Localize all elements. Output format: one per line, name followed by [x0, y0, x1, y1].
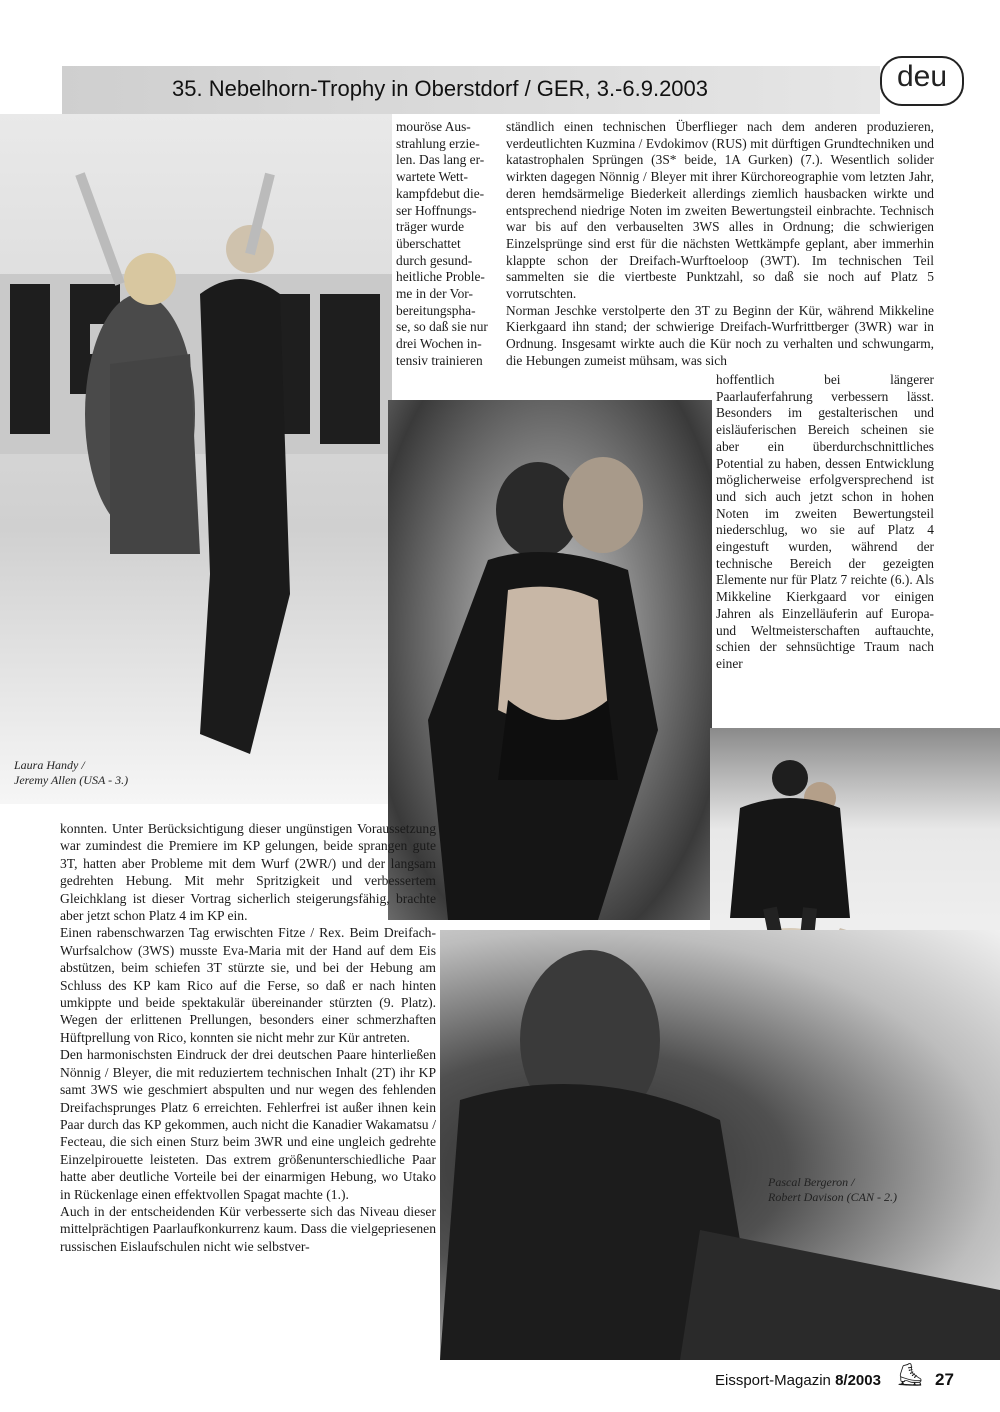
photo-handy-allen [0, 114, 392, 804]
caption-line: Laura Handy / [14, 758, 85, 772]
country-logo [880, 56, 964, 106]
text-line: mouröse Aus- [396, 119, 471, 134]
text-line: träger wurde [396, 219, 465, 235]
article-column-left-bottom [60, 820, 436, 1255]
photo-embracing-pair [388, 400, 712, 920]
page-number: 27 [935, 1370, 954, 1389]
text-line: heitliche Proble- [396, 269, 485, 285]
text-line: wartete Wett- [396, 169, 468, 185]
text-line: ser Hoffnungs- [396, 202, 477, 218]
article-column-right-narrow [716, 372, 934, 673]
text-line: durch gesund- [396, 252, 473, 268]
paragraph: konnten. Unter Berücksichtigung dieser ungünstigen Voraussetzung war zumindest die Premiere im KP gelungen, beide sprangen gute 3T, hatten aber Probleme mit dem Wurf (2WR/) und der langsam gedrehten Hebung. Mit mehr Spritzigkeit und verbessertem Gleichklang ist dieser Vortrag sicherlich steigerungsfähig, brachte aber jetzt schon Platz 4 im KP ein. [60, 821, 436, 924]
paragraph: ständlich einen technischen Überflieger nach dem anderen produzieren, verdeutlichten Kuzmina / Evdokimov (RUS) mit dürftigen Grundtechniken und katastrophalen Sprüngen (3S* beide, 1A Gurken) (7.). Wesentlich solider wirkten dagegen Nönnig / Bleyer mit ihrer Kürchoreographie vom letzten Jahr, deren hemdsärmelige Biederkeit allerdings ziemlich hausbacken wirkte und entsprechend niedrige Noten im zweiten Bewertungsteil einbrachte. Technisch war bis auf den verbauselten 3WS alles in Ordnung; die schwierigen Einzelsprünge sind erst für die nächsten Wettkämpfe geplant, aber immerhin klappte schon der Dreifach-Wurftoeloop (3WT). Im technischen Teil sammelten sie die viertbeste Punktzahl, so daß sie noch auf Platz 5 vorrutschten. [506, 119, 934, 302]
text-line: bereitungspha- [396, 302, 476, 318]
text-line: len. Das lang er- [396, 152, 485, 168]
text-line: me in der Vor- [396, 286, 473, 302]
text-line: strahlung erzie- [396, 135, 480, 151]
footer-magazine [715, 1372, 881, 1389]
text-line: kampfdebut die- [396, 185, 485, 201]
text-line: überschattet [396, 235, 461, 251]
paragraph: Den harmonischsten Eindruck der drei deutschen Paare hinterließen Nönnig / Bleyer, die mit reduziertem technischen Inhalt (2T) ihr KP samt 3WS wie geschmiert abspulten und nur wegen des fehlenden Dreifachsprunges Platz 6 erreichten. Fehlerfrei ist außer ihnen kein Paar durch das KP gekommen, auch nicht die Kanadier Wakamatsu / Fecteau, die sich einen Sturz beim 3WR und eine ungleich gedrehte Einzelpirouette leisteten. Das extrem größenunterschiedliche Paar hatte aber deutliche Vorteile bei der einarmigen Hebung, wo Utako in Rückenlage einen effektvollen Spagat machte (1.). [60, 1047, 436, 1202]
paragraph: Norman Jeschke verstolperte den 3T zu Beginn der Kür, während Mikkeline Kierkgaard ihn stand; der schwierige Dreifach-Wurfrittberger (3WR) war in Ordnung. Insgesamt wirkte auch die Kür noch zu verhalten und schwungarm, die Hebungen zumeist mühsam, was sich [506, 302, 934, 368]
issue-number: 8/2003 [835, 1372, 881, 1389]
skate-logo-icon: ⛸ [896, 1362, 924, 1387]
photo-caption-handy-allen [14, 758, 128, 788]
caption-line: Pascal Bergeron / [768, 1175, 855, 1189]
text-line: tensiv trainieren [396, 352, 483, 368]
caption-line: Jeremy Allen (USA - 3.) [14, 773, 129, 787]
photo-caption-bergeron-davison [768, 1175, 897, 1205]
caption-line: Robert Davison (CAN - 2.) [768, 1190, 897, 1204]
paragraph: Einen rabenschwarzen Tag erwischten Fitze / Rex. Beim Dreifach-Wurfsalchow (3WS) musste Eva-Maria mit der Hand auf dem Eis abstützen, beim schiefen 3T stürzte sie, und bei der Hebung am Schluss des KP kam Rico auf die Ferse, so daß er nach hinten umkippte und beide spektakulär übereinander stürzten (9. Platz). Wegen der erlittenen Prellungen, besonders einer schmerzhaften Hüftprellung von Rico, konnten sie nicht mehr zur Kür antreten. [60, 925, 436, 1045]
magazine-name: Eissport-Magazin [715, 1372, 831, 1389]
article-column-right-top [506, 119, 934, 370]
paragraph: hoffentlich bei längerer Paarlauferfahrung verbessern lässt. Besonders im gestalterischen und eisläuferischen Bereich scheinen sie aber ein überdurchschnittliches Potential zu haben, dessen Entwicklung möglicherweise erfolgversprechend ist und sich auch jetzt schon in hohen Noten im zweiten Bewertungsteil niederschlug, wo sie auf Platz 4 eingestuft wurden, während der technische Bereich der gezeigten Elemente nur für Platz 7 reichte (6.). Als Mikkeline Kierkgaard vor einigen Jahren als Einzelläuferin auf Europa- und Weltmeisterschaften auftauchte, schien der sehnsüchtige Traum nach einer [716, 372, 934, 671]
page-title: 35. Nebelhorn-Trophy in Oberstdorf / GER, 3.-6.9.2003 [172, 76, 709, 101]
logo-text: deu [896, 60, 948, 93]
photo-spectator [440, 930, 1000, 1360]
paragraph: Auch in der entscheidenden Kür verbesserte sich das Niveau dieser mittelprächtigen Paarlaufkonkurrenz kaum. Dass die vielgepriesenen russischen Eislaufschulen nicht wie selbstver- [60, 1203, 436, 1254]
text-line: se, so daß sie nur [396, 319, 488, 335]
text-line: drei Wochen in- [396, 336, 482, 352]
article-column-narrow [396, 119, 490, 370]
